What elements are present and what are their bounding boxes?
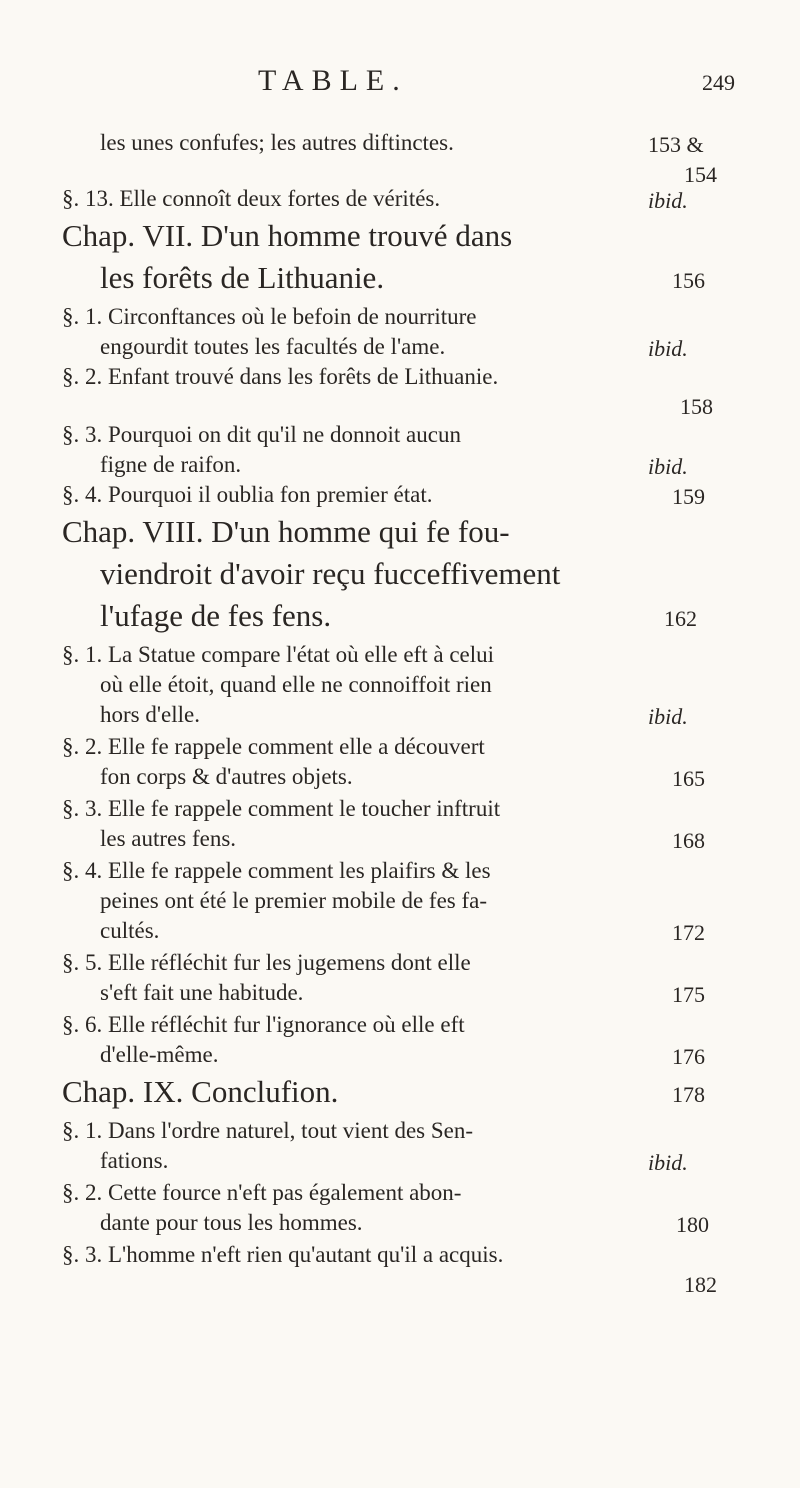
toc-entry-text: §. 6. Elle réfléchit fur l'ignorance où elle eft [62,1012,465,1037]
toc-page-ref: 156 [672,268,705,293]
toc-entry-text: les unes confufes; les autres diftinctes. [100,130,454,155]
toc-page-ref: 162 [664,606,697,631]
toc-entry-text: dante pour tous les hommes. [100,1210,363,1235]
chapter-heading-text: Chap. IX. Conclufion. [62,1074,339,1109]
toc-entry-text: §. 3. Pourquoi on dit qu'il ne donnoit aucun [62,422,461,447]
toc-page-ref: 154 [684,162,717,187]
toc-entry-text: figne de raifon. [100,452,242,477]
chapter-heading-text: Chap. VII. D'un homme trouvé dans [62,218,513,253]
chapter-heading-text: Chap. VIII. D'un homme qui fe fou- [62,514,510,549]
toc-entry-text: hors d'elle. [100,702,200,727]
toc-entry-text: engourdit toutes les facultés de l'ame. [100,334,446,359]
chapter-heading-text: viendroit d'avoir reçu fucceffivement [100,556,561,591]
toc-entry-text: §. 4. Pourquoi il oublia fon premier état. [62,482,433,507]
toc-page-ref: 178 [672,1082,705,1107]
toc-page-ref: 175 [672,982,705,1007]
chapter-heading-text: les forêts de Lithuanie. [100,260,385,295]
toc-page-ref: 180 [676,1212,709,1237]
toc-entry-text: d'elle-même. [100,1042,219,1067]
toc-entry-text: s'eft fait une habitude. [100,980,304,1005]
toc-entry-text: les autres fens. [100,826,237,851]
toc-entry-text: peines ont été le premier mobile de fes fa- [100,888,488,913]
toc-entry-text: §. 2. Elle fe rappele comment elle a découvert [62,734,485,759]
toc-entry-text: fon corps & d'autres objets. [100,764,353,789]
toc-page-ref: ibid. [648,454,688,479]
toc-entry-text: §. 1. La Statue compare l'état où elle eft à celui [62,642,495,667]
toc-entry-text: §. 3. Elle fe rappele comment le toucher inftruit [62,796,501,821]
toc-entry-text: §. 1. Dans l'ordre naturel, tout vient des Sen- [62,1118,474,1143]
toc-entry-text: où elle étoit, quand elle ne connoiffoit rien [100,672,492,697]
toc-page-ref: 165 [672,766,705,791]
toc-page-ref: 153 & [648,132,704,157]
toc-entry-text: cultés. [100,918,160,943]
toc-page-ref: ibid. [648,1150,688,1175]
toc-page-ref: 159 [672,484,705,509]
toc-page-ref: ibid. [648,188,688,213]
toc-page-ref: 158 [680,394,713,419]
toc-entry-text: §. 4. Elle fe rappele comment les plaifirs & les [62,858,491,883]
toc-page-ref: ibid. [648,704,688,729]
toc-entry-text: fations. [100,1148,169,1173]
toc-entry-text: §. 5. Elle réfléchit fur les jugemens dont elle [62,950,471,975]
toc-page-ref: 182 [684,1272,717,1297]
page-number: 249 [702,70,735,95]
toc-entry-text: §. 13. Elle connoît deux fortes de vérités. [62,186,441,211]
toc-page-ref: 172 [672,920,705,945]
running-header [0,64,800,104]
toc-entry-text: §. 2. Cette fource n'eft pas également abon- [62,1180,462,1205]
toc-entry-text: §. 3. L'homme n'eft rien qu'autant qu'il a acquis. [62,1242,504,1267]
page-title: TABLE. [258,64,408,97]
chapter-heading-text: l'ufage de fes fens. [100,598,332,633]
toc-page-ref: ibid. [648,336,688,361]
toc-page-ref: 176 [672,1044,705,1069]
toc-entry-text: §. 1. Circonftances où le befoin de nourriture [62,304,477,329]
toc-page-ref: 168 [672,828,705,853]
toc-entry-text: §. 2. Enfant trouvé dans les forêts de Lithuanie. [62,364,499,389]
